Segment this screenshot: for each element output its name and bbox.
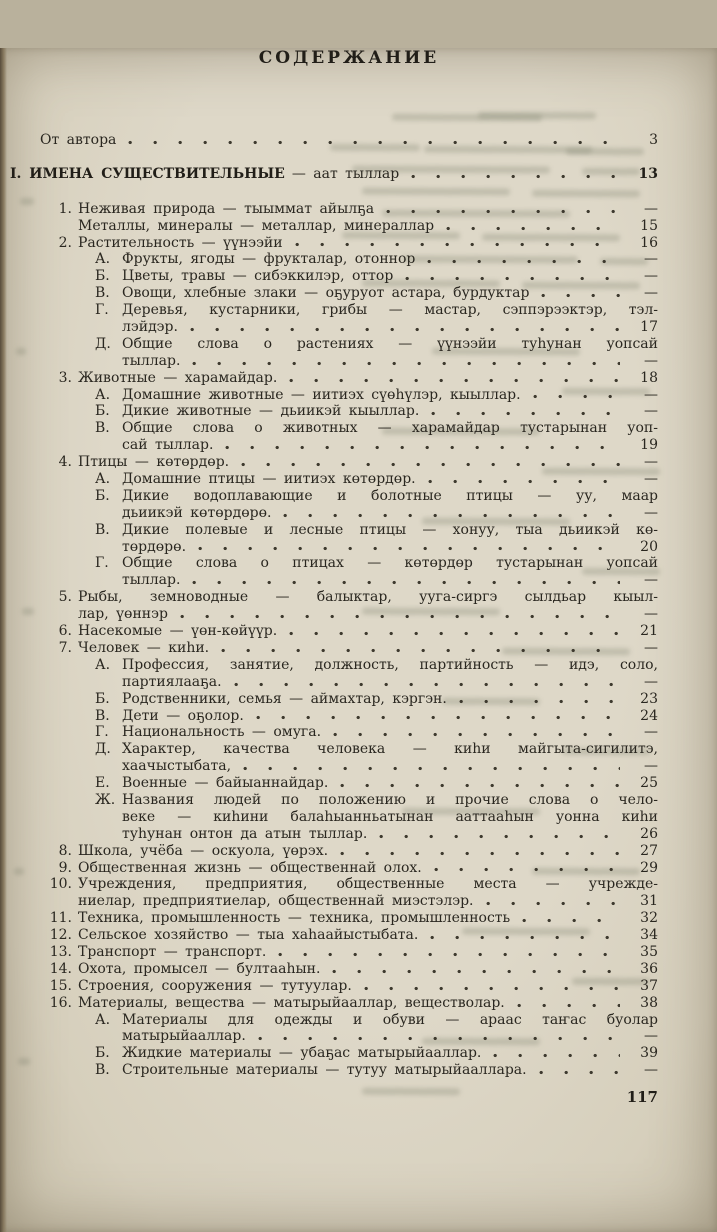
dot-leader [405, 276, 620, 281]
entry-index: Б. [95, 487, 110, 504]
toc-row [40, 674, 658, 691]
toc-row [40, 860, 658, 877]
entry-page-number: 29 [640, 859, 658, 876]
toc-row [40, 741, 658, 758]
entry-text: Дикие полевые и лесные птицы — хонуу, тыа дьиикэй кө- [122, 521, 658, 538]
entry-index: А. [95, 471, 111, 488]
entry-page-number: 16 [640, 234, 658, 251]
entry-text: Общие слова о растениях — үүнээйи туһунан уопсай [122, 335, 658, 352]
entry-text: Сельское хозяйство — тыа хаһаайыстыбата. [78, 927, 419, 944]
entry-text: Дикие водоплавающие и болотные птицы — уу, маар [122, 487, 658, 504]
dot-leader [221, 648, 620, 653]
toc-row [40, 572, 658, 589]
entry-page-number: — [644, 673, 658, 690]
entry-text: Рыбы, земноводные — балыктар, ууга-сиргэ сылдьар кыыл- [78, 589, 658, 606]
entry-page-number: 36 [640, 960, 658, 977]
entry-index: Г. [95, 302, 109, 319]
dot-leader [427, 259, 620, 264]
toc-row [40, 251, 658, 268]
entry-index: 14. [49, 960, 72, 977]
entry-text: Транспорт — транспорт. [78, 943, 267, 960]
entry-page-number: — [644, 758, 658, 775]
entry-index: Г. [95, 724, 109, 741]
entry-index: 12. [49, 927, 72, 944]
entry-index: 10. [49, 876, 72, 893]
entry-text: Родственники, семья — аймахтар, кэргэн. [122, 690, 447, 707]
entry-text: Фрукты, ягоды — фрукталар, отоннор [122, 251, 416, 268]
toc-section-heading [10, 166, 658, 183]
entry-index: Б. [95, 403, 110, 420]
entry-text: ниелар, предприятиелар, общественнай миэстэлэр. [78, 893, 474, 910]
entry-text: Домашние животные — иитиэх сүөһүлэр, кыыллар. [122, 386, 521, 403]
table-of-contents [0, 48, 717, 1106]
entry-text: сай тыллар. [122, 437, 214, 454]
entry-text: От автора [40, 132, 117, 148]
entry-text: партиялааҕа. [122, 673, 222, 690]
entry-text: Домашние птицы — иитиэх көтөрдөр. [122, 471, 416, 488]
entry-index: В. [95, 420, 110, 437]
dot-leader [225, 445, 620, 450]
dot-leader [379, 834, 620, 839]
entry-text: төрдөрө. [122, 538, 187, 555]
toc-row [40, 995, 658, 1012]
entry-text: веке — киһини балаһыанньатынан ааттааһын уонна киһи [122, 808, 658, 825]
dot-leader [289, 631, 620, 636]
entry-index: 13. [49, 943, 72, 960]
entry-index: В. [95, 521, 110, 538]
toc-row [40, 978, 658, 995]
toc-row [40, 437, 658, 454]
dot-leader [198, 546, 620, 551]
entry-text: Цветы, травы — сибэккилэр, оттор [122, 268, 394, 285]
entry-text: Материалы, вещества — матырыйааллар, веществолар. [78, 994, 505, 1011]
dot-leader [256, 715, 620, 720]
entry-index: Б. [95, 1045, 110, 1062]
dot-leader [128, 140, 620, 145]
entry-page-number: — [644, 1062, 658, 1079]
entry-page-number: — [644, 606, 658, 623]
entry-page-number: — [644, 352, 658, 369]
entry-index: Г. [95, 555, 109, 572]
toc-row [40, 505, 658, 522]
toc-row [40, 606, 658, 623]
dot-leader [517, 1003, 620, 1008]
dot-leader [541, 293, 620, 298]
dot-leader [411, 174, 620, 179]
toc-row [40, 843, 658, 860]
entry-text: дьиикэй көтөрдөрө. [122, 504, 272, 521]
entry-index: В. [95, 707, 110, 724]
dot-leader [459, 699, 620, 704]
entry-page-number: 26 [640, 825, 658, 842]
dot-leader [430, 935, 620, 940]
dot-leader [332, 969, 620, 974]
dot-leader [431, 411, 620, 416]
dot-leader [295, 242, 620, 247]
entry-text: лэйдэр. [122, 319, 178, 336]
page-title: СОДЕРЖАНИЕ [258, 48, 440, 68]
toc-row [40, 876, 658, 893]
toc-row [40, 387, 658, 404]
entry-text: Дикие животные — дьиикэй кыыллар. [122, 403, 420, 420]
entry-text: Жидкие материалы — убаҕас матырыйааллар. [122, 1045, 482, 1062]
entry-index: 5. [58, 589, 72, 606]
entry-text: Растительность — үүнээйи [78, 234, 283, 251]
entry-index: Ж. [95, 791, 116, 808]
entry-page-number: 15 [640, 217, 658, 234]
entry-index: Д. [95, 335, 111, 352]
dot-leader [190, 327, 620, 332]
entry-index: Д. [95, 741, 111, 758]
entry-index: 9. [58, 859, 72, 876]
dot-leader [241, 462, 620, 467]
entry-page-number: 24 [640, 707, 658, 724]
toc-row [40, 488, 658, 505]
toc-row [40, 589, 658, 606]
entry-index: 11. [49, 910, 72, 927]
dot-leader [522, 918, 620, 923]
toc-row [40, 370, 658, 387]
entry-index: 8. [58, 842, 72, 859]
entry-page-number: 23 [640, 690, 658, 707]
scanned-book-page [0, 48, 717, 1232]
toc-row [40, 235, 658, 252]
entry-index: 16. [49, 994, 72, 1011]
entry-page-number: 39 [640, 1045, 658, 1062]
entry-index: 7. [58, 639, 72, 656]
toc-row [40, 1028, 658, 1045]
dot-leader [180, 614, 620, 619]
toc-row [40, 353, 658, 370]
toc-row [40, 893, 658, 910]
dot-leader [493, 1053, 620, 1058]
entry-page-number: — [644, 251, 658, 268]
toc-row [40, 285, 658, 302]
toc-row [40, 403, 658, 420]
entry-page-number: 31 [640, 893, 658, 910]
dot-leader [340, 783, 620, 788]
entry-page-number: 25 [640, 775, 658, 792]
entry-text: Животные — харамайдар. [78, 369, 278, 386]
toc-row [40, 623, 658, 640]
dot-leader [486, 901, 620, 906]
entry-text: Неживая природа — тыыммат айылҕа [78, 200, 375, 217]
toc-row [40, 758, 658, 775]
entry-text: Птицы — көтөрдөр. [78, 454, 230, 471]
dot-leader [333, 732, 620, 737]
entry-page-number: 27 [640, 842, 658, 859]
entry-page-number: 18 [640, 369, 658, 386]
toc-row [40, 708, 658, 725]
toc-row [40, 792, 658, 809]
entry-text: Общие слова о птицах — көтөрдөр тустарынан уопсай [122, 555, 658, 572]
dot-leader [192, 580, 620, 585]
entry-page-number: 21 [640, 623, 658, 640]
entry-page-number: 32 [640, 910, 658, 927]
toc-row [40, 302, 658, 319]
entry-text: Общие слова о животных — харамайдар тустарынан уоп- [122, 420, 658, 437]
entry-index: А. [95, 656, 111, 673]
dot-leader [289, 378, 620, 383]
section-title-translation: — аат тыллар [291, 165, 400, 182]
entry-text: Человек — киһи. [78, 639, 210, 656]
entry-text: Общественная жизнь — общественнай олох. [78, 859, 422, 876]
entry-page-number: — [644, 572, 658, 589]
entry-text: Строительные материалы — тутуу матырыйааллара. [122, 1062, 527, 1079]
toc-row [40, 724, 658, 741]
entry-text: лар, үөннэр [78, 606, 168, 623]
entry-text: тыллар. [122, 572, 181, 589]
entry-text: Охота, промысел — бултааһын. [78, 960, 321, 977]
dot-leader [278, 952, 620, 957]
folio-page-number: 117 [626, 1088, 658, 1107]
entry-index: А. [95, 1011, 111, 1028]
entry-text: тыллар. [122, 352, 181, 369]
entry-index: 3. [58, 369, 72, 386]
toc-row [40, 809, 658, 826]
entry-index: А. [95, 386, 111, 403]
dot-leader [446, 226, 620, 231]
entry-page-number: 38 [640, 994, 658, 1011]
entry-text: Характер, качества человека — киһи майгыта-сигилитэ, [122, 741, 658, 758]
entry-text: Металлы, минералы — металлар, минераллар [78, 217, 435, 234]
dot-leader [428, 479, 620, 484]
entry-page-number: — [644, 200, 658, 217]
dot-leader [234, 682, 620, 687]
entry-text: Учреждения, предприятия, общественные места — учрежде- [78, 876, 658, 893]
entry-index: В. [95, 285, 110, 302]
toc-row [40, 539, 658, 556]
toc-row [40, 420, 658, 437]
entry-text: Материалы для одежды и обуви — араас таҥас буолар [122, 1011, 658, 1028]
entry-text: Дети — оҕолор. [122, 707, 244, 724]
toc-row [40, 218, 658, 235]
toc-row [40, 471, 658, 488]
entry-page-number: 3 [649, 132, 658, 148]
dot-leader [364, 986, 620, 991]
entry-index: В. [95, 1062, 110, 1079]
entry-index: 4. [58, 454, 72, 471]
toc-row [40, 826, 658, 843]
entry-text: Насекомые — үөн-көйүүр. [78, 623, 278, 640]
entry-text: Деревья, кустарники, грибы — мастар, сэппэрээктэр, тэл- [122, 302, 658, 319]
entry-text: Овощи, хлебные злаки — оҕуруот астара, бурдуктар [122, 285, 530, 302]
entry-text: туһунан онтон да атын тыллар. [122, 825, 368, 842]
entry-page-number: — [644, 268, 658, 285]
entry-index: Б. [95, 690, 110, 707]
entry-index: 6. [58, 623, 72, 640]
entry-index: 2. [58, 234, 72, 251]
entry-page-number: — [644, 403, 658, 420]
entry-text: Строения, сооружения — тутуулар. [78, 977, 352, 994]
entry-page-number: 37 [640, 977, 658, 994]
toc-rows [40, 201, 658, 1079]
entry-page-number: — [644, 724, 658, 741]
entry-page-number: — [644, 1028, 658, 1045]
entry-page-number: 35 [640, 943, 658, 960]
toc-row [40, 944, 658, 961]
entry-text: Военные — байыаннайдар. [122, 775, 329, 792]
toc-row [40, 555, 658, 572]
entry-text: Национальность — омуга. [122, 724, 322, 741]
toc-row [40, 454, 658, 471]
section-title-bold: I. ИМЕНА СУЩЕСТВИТЕЛЬНЫЕ [10, 165, 285, 182]
toc-row [40, 1062, 658, 1079]
toc-entry-preamble [40, 132, 658, 149]
entry-page-number: 17 [640, 319, 658, 336]
toc-row [40, 640, 658, 657]
entry-index: 1. [58, 200, 72, 217]
entry-text: Школа, учёба — оскуола, үөрэх. [78, 842, 329, 859]
toc-row [40, 336, 658, 353]
toc-row [40, 522, 658, 539]
toc-row [40, 910, 658, 927]
toc-row [40, 961, 658, 978]
entry-page-number: 34 [640, 927, 658, 944]
entry-page-number: 19 [640, 437, 658, 454]
entry-text: хаачыстыбата, [122, 758, 232, 775]
toc-row [40, 691, 658, 708]
dot-leader [434, 867, 620, 872]
toc-row [40, 1012, 658, 1029]
entry-text: Профессия, занятие, должность, партийность — идэ, соло, [122, 656, 658, 673]
entry-page-number: — [644, 639, 658, 656]
entry-page-number: — [644, 285, 658, 302]
toc-row [40, 927, 658, 944]
entry-page-number: — [644, 471, 658, 488]
entry-page-number: — [644, 454, 658, 471]
entry-page-number: 13 [638, 165, 658, 182]
dot-leader [192, 361, 620, 366]
dot-leader [258, 1036, 620, 1041]
toc-row [40, 201, 658, 218]
dot-leader [539, 1070, 620, 1075]
entry-index: Е. [95, 775, 110, 792]
entry-page-number: 20 [640, 538, 658, 555]
toc-row [40, 268, 658, 285]
toc-row [40, 1045, 658, 1062]
dot-leader [533, 394, 620, 399]
entry-index: А. [95, 251, 111, 268]
dot-leader [386, 209, 620, 214]
entry-index: 15. [49, 977, 72, 994]
entry-page-number: — [644, 386, 658, 403]
entry-page-number: — [644, 504, 658, 521]
dot-leader [283, 513, 620, 518]
entry-index: Б. [95, 268, 110, 285]
entry-text: Названия людей по положению и прочие слова о чело- [122, 791, 658, 808]
dot-leader [243, 766, 620, 771]
toc-row [40, 319, 658, 336]
toc-row [40, 775, 658, 792]
toc-row [40, 657, 658, 674]
entry-text: Техника, промышленность — техника, промышленность [78, 910, 511, 927]
entry-text: матырыйааллар. [122, 1028, 246, 1045]
dot-leader [340, 851, 620, 856]
